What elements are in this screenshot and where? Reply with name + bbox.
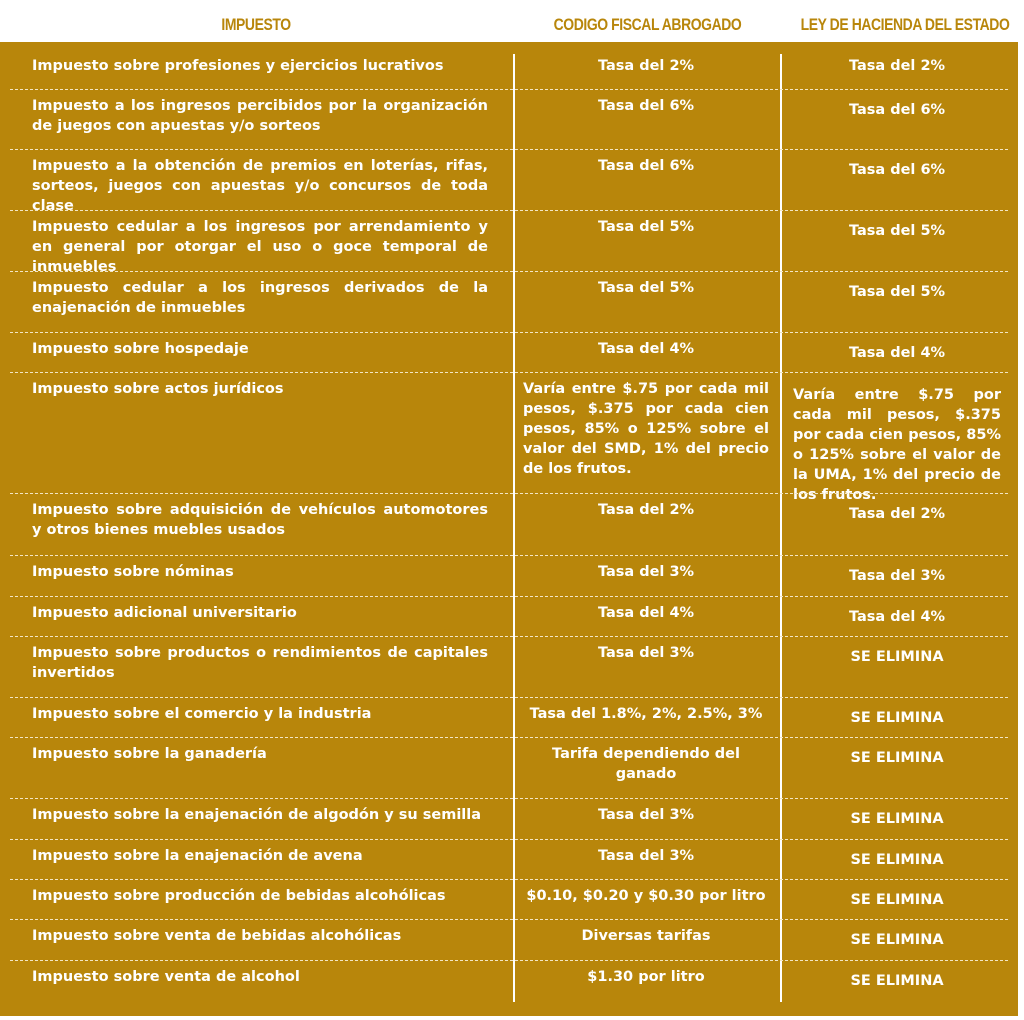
column-header-codigo-fiscal: CODIGO FISCAL ABROGADO: [553, 15, 742, 34]
table-row: [0, 494, 1018, 556]
cell-codigo-fiscal: Tasa del 3%: [597, 848, 695, 864]
cell-ley-hacienda: Varía entre $.75 por cada mil pesos, $.375 por cada cien pesos, 85% o 125% sobre el valor de la UMA, 1% del precio de los frutos.: [793, 387, 1001, 503]
cell-ley-hacienda: Tasa del 3%: [848, 568, 946, 584]
cell-ley-hacienda: SE ELIMINA: [850, 811, 944, 827]
cell-codigo-fiscal: Tarifa dependiendo del ganado: [552, 746, 740, 782]
cell-impuesto: Impuesto cedular a los ingresos por arrendamiento y en general por otorgar el uso o goce temporal de inmuebles: [32, 219, 488, 275]
cell-codigo-fiscal: Tasa del 3%: [597, 645, 695, 661]
table-row: [0, 272, 1018, 333]
cell-impuesto: Impuesto a los ingresos percibidos por la organización de juegos con apuestas y/o sorteos: [32, 98, 488, 134]
cell-impuesto: Impuesto sobre adquisición de vehículos automotores y otros bienes muebles usados: [32, 502, 488, 538]
cell-ley-hacienda: SE ELIMINA: [850, 649, 944, 665]
cell-impuesto: Impuesto adicional universitario: [32, 605, 297, 621]
cell-impuesto: Impuesto sobre venta de bebidas alcohólicas: [32, 928, 402, 944]
cell-ley-hacienda: SE ELIMINA: [850, 710, 944, 726]
cell-ley-hacienda: Tasa del 4%: [848, 609, 946, 625]
cell-ley-hacienda: SE ELIMINA: [850, 852, 944, 868]
cell-ley-hacienda: Tasa del 4%: [848, 345, 946, 361]
table-row: [0, 597, 1018, 637]
cell-ley-hacienda: Tasa del 6%: [848, 102, 946, 118]
table-row: [0, 373, 1018, 503]
cell-codigo-fiscal: Tasa del 2%: [597, 502, 695, 518]
cell-ley-hacienda: SE ELIMINA: [850, 750, 944, 766]
cell-codigo-fiscal: $0.10, $0.20 y $0.30 por litro: [526, 888, 766, 904]
cell-ley-hacienda: SE ELIMINA: [850, 973, 944, 989]
table-row: [0, 840, 1018, 880]
cell-codigo-fiscal: Tasa del 3%: [597, 807, 695, 823]
cell-impuesto: Impuesto sobre profesiones y ejercicios lucrativos: [32, 58, 444, 74]
table-row: [0, 799, 1018, 840]
table-row: [0, 150, 1018, 214]
cell-ley-hacienda: Tasa del 2%: [848, 506, 946, 522]
cell-impuesto: Impuesto sobre hospedaje: [32, 341, 249, 357]
cell-codigo-fiscal: Tasa del 5%: [597, 280, 695, 296]
cell-impuesto: Impuesto sobre la enajenación de algodón y su semilla: [32, 807, 482, 823]
cell-codigo-fiscal: Tasa del 4%: [597, 341, 695, 357]
cell-codigo-fiscal: Tasa del 4%: [597, 605, 695, 621]
cell-impuesto: Impuesto sobre venta de alcohol: [32, 969, 300, 985]
cell-codigo-fiscal: Diversas tarifas: [581, 928, 711, 944]
cell-ley-hacienda: Tasa del 5%: [848, 284, 946, 300]
cell-impuesto: Impuesto sobre el comercio y la industria: [32, 706, 372, 722]
cell-impuesto: Impuesto a la obtención de premios en loterías, rifas, sorteos, juegos con apuestas y/o concursos de toda clase: [32, 158, 488, 214]
cell-impuesto: Impuesto sobre la ganadería: [32, 746, 267, 762]
table-row: [0, 333, 1018, 373]
table-row: [0, 556, 1018, 597]
cell-ley-hacienda: Tasa del 6%: [848, 162, 946, 178]
cell-codigo-fiscal: Tasa del 1.8%, 2%, 2.5%, 3%: [529, 706, 763, 722]
cell-ley-hacienda: Tasa del 2%: [848, 58, 946, 74]
cell-codigo-fiscal: Tasa del 6%: [597, 98, 695, 114]
table-row: [0, 961, 1018, 1016]
table-row: [0, 90, 1018, 150]
cell-impuesto: Impuesto sobre producción de bebidas alcohólicas: [32, 888, 446, 904]
table-row: [0, 42, 1018, 90]
table-row: [0, 738, 1018, 799]
table-row: [0, 880, 1018, 920]
cell-codigo-fiscal: Tasa del 2%: [597, 58, 695, 74]
table-row: [0, 698, 1018, 738]
cell-impuesto: Impuesto sobre productos o rendimientos de capitales invertidos: [32, 645, 488, 681]
table-row: [0, 211, 1018, 275]
cell-ley-hacienda: Tasa del 5%: [848, 223, 946, 239]
column-header-ley-hacienda: LEY DE HACIENDA DEL ESTADO: [800, 15, 1010, 34]
cell-ley-hacienda: SE ELIMINA: [850, 892, 944, 908]
cell-codigo-fiscal: Tasa del 5%: [597, 219, 695, 235]
cell-codigo-fiscal: Tasa del 3%: [597, 564, 695, 580]
cell-impuesto: Impuesto sobre nóminas: [32, 564, 234, 580]
cell-codigo-fiscal: $1.30 por litro: [587, 969, 705, 985]
cell-impuesto: Impuesto cedular a los ingresos derivados de la enajenación de inmuebles: [32, 280, 488, 316]
tax-comparison-table: [0, 42, 1018, 1016]
table-row: [0, 920, 1018, 961]
cell-codigo-fiscal: Varía entre $.75 por cada mil pesos, $.375 por cada cien pesos, 85% o 125% sobre el valor del SMD, 1% del precio de los frutos.: [523, 381, 769, 477]
cell-impuesto: Impuesto sobre actos jurídicos: [32, 381, 284, 397]
table-row: [0, 637, 1018, 698]
cell-impuesto: Impuesto sobre la enajenación de avena: [32, 848, 363, 864]
cell-codigo-fiscal: Tasa del 6%: [597, 158, 695, 174]
column-header-impuesto: IMPUESTO: [221, 15, 291, 34]
cell-ley-hacienda: SE ELIMINA: [850, 932, 944, 948]
